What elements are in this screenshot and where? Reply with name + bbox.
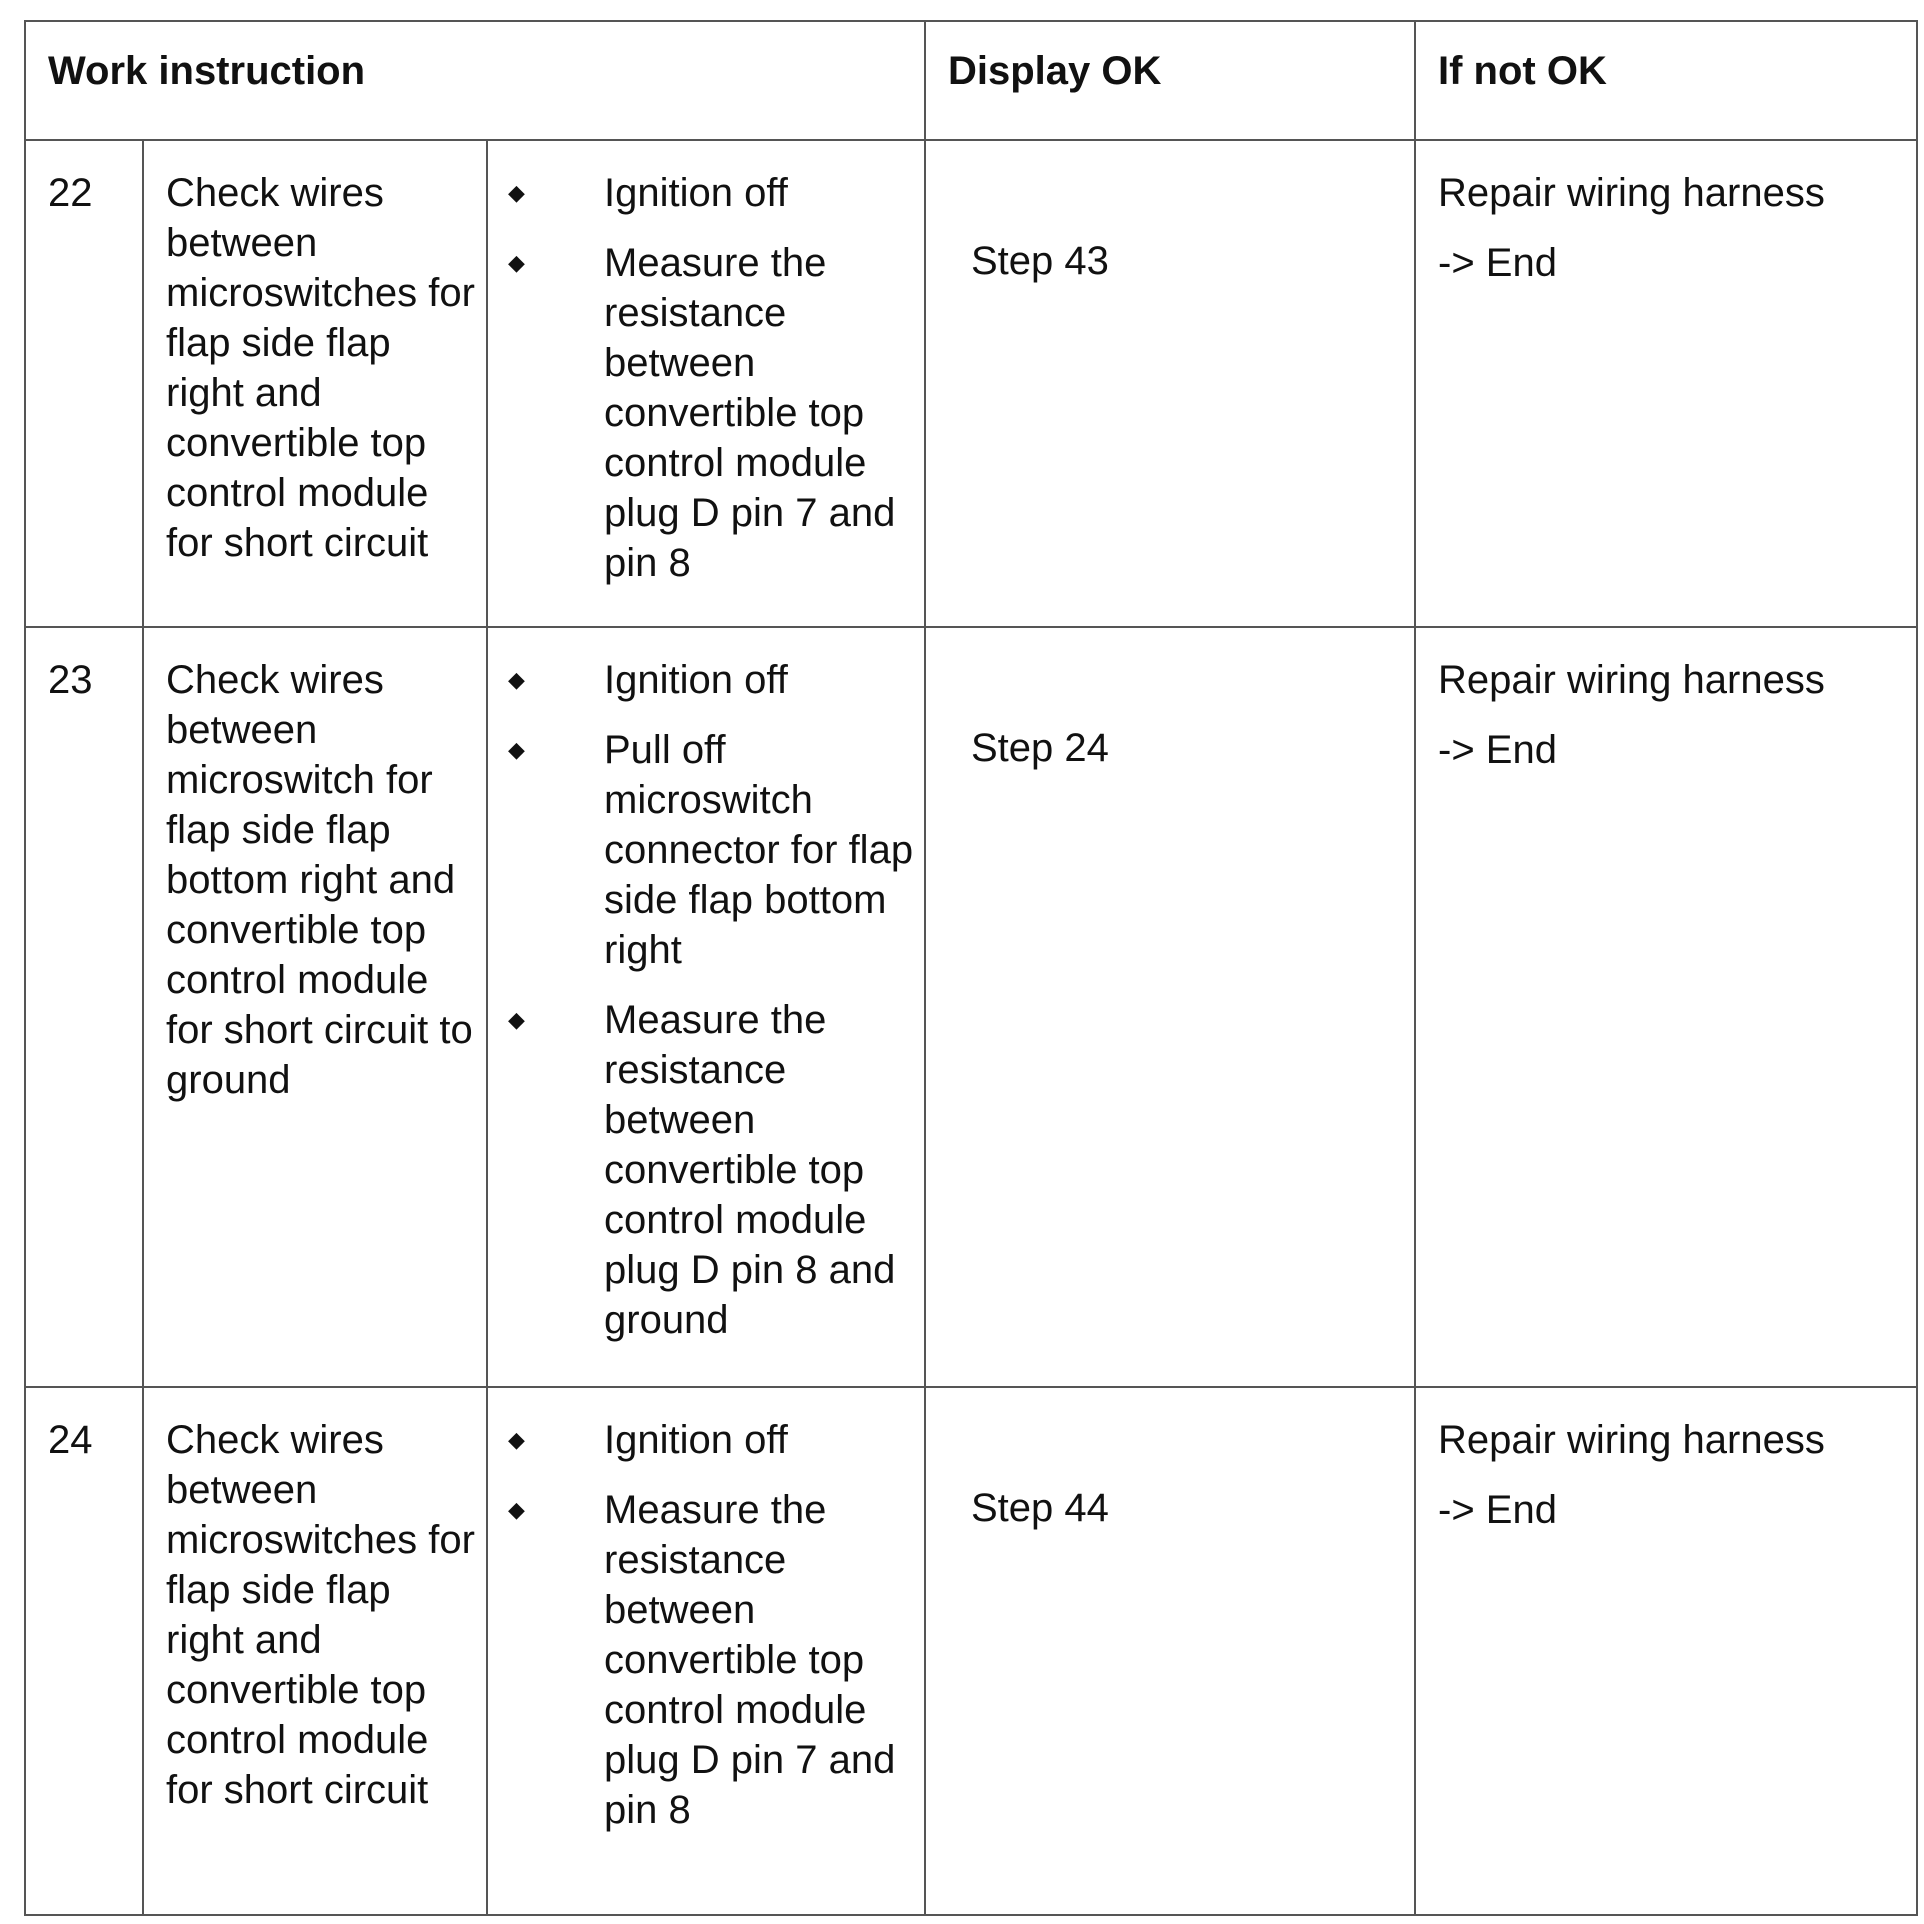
check-description: Check wires between microswitch for flap side flap bottom right and convertible top control module for short circuit to ground <box>143 627 487 1387</box>
list-item <box>488 995 918 1345</box>
check-description: Check wires between microswitches for flap side flap right and convertible top control module for short circuit <box>143 140 487 627</box>
table-row <box>25 1387 1917 1915</box>
if-not-ok-value <box>1415 627 1917 1387</box>
step-text: Measure the resistance between convertible top control module plug D pin 8 and ground <box>604 998 896 1342</box>
header-if-not-ok: If not OK <box>1415 21 1917 140</box>
remedy-text: Repair wiring harness <box>1438 171 1825 215</box>
diamond-bullet-icon: ◆ <box>508 250 525 275</box>
diamond-bullet-icon: ◆ <box>508 737 525 762</box>
step-number: 24 <box>25 1387 143 1915</box>
step-text: Measure the resistance between convertible top control module plug D pin 7 and pin 8 <box>604 1488 896 1832</box>
if-not-ok-value <box>1415 140 1917 627</box>
remedy-text: Repair wiring harness <box>1438 1418 1825 1462</box>
step-list <box>487 627 925 1387</box>
end-text: -> End <box>1438 728 1557 772</box>
header-work-instruction: Work instruction <box>25 21 925 140</box>
display-ok-value: Step 44 <box>925 1387 1415 1915</box>
diamond-bullet-icon: ◆ <box>508 1427 525 1452</box>
step-text: Ignition off <box>604 171 788 215</box>
list-item <box>488 1415 918 1465</box>
diamond-bullet-icon: ◆ <box>508 1007 525 1032</box>
step-text: Measure the resistance between convertible top control module plug D pin 7 and pin 8 <box>604 241 896 585</box>
step-list <box>487 140 925 627</box>
list-item <box>488 1485 918 1835</box>
display-ok-value: Step 43 <box>925 140 1415 627</box>
remedy-text: Repair wiring harness <box>1438 658 1825 702</box>
step-text: Ignition off <box>604 1418 788 1462</box>
table-row <box>25 140 1917 627</box>
list-item <box>488 655 918 705</box>
display-ok-value: Step 24 <box>925 627 1415 1387</box>
table-row <box>25 627 1917 1387</box>
if-not-ok-value <box>1415 1387 1917 1915</box>
step-number: 23 <box>25 627 143 1387</box>
check-description: Check wires between microswitches for flap side flap right and convertible top control module for short circuit <box>143 1387 487 1915</box>
diamond-bullet-icon: ◆ <box>508 180 525 205</box>
diamond-bullet-icon: ◆ <box>508 1497 525 1522</box>
end-text: -> End <box>1438 241 1557 285</box>
list-item <box>488 238 918 588</box>
list-item <box>488 168 918 218</box>
work-instruction-table <box>24 20 1918 1916</box>
step-text: Pull off microswitch connector for flap side flap bottom right <box>604 728 914 972</box>
header-display-ok: Display OK <box>925 21 1415 140</box>
diamond-bullet-icon: ◆ <box>508 667 525 692</box>
step-text: Ignition off <box>604 658 788 702</box>
header-row <box>25 21 1917 140</box>
list-item <box>488 725 918 975</box>
step-list <box>487 1387 925 1915</box>
step-number: 22 <box>25 140 143 627</box>
end-text: -> End <box>1438 1488 1557 1532</box>
